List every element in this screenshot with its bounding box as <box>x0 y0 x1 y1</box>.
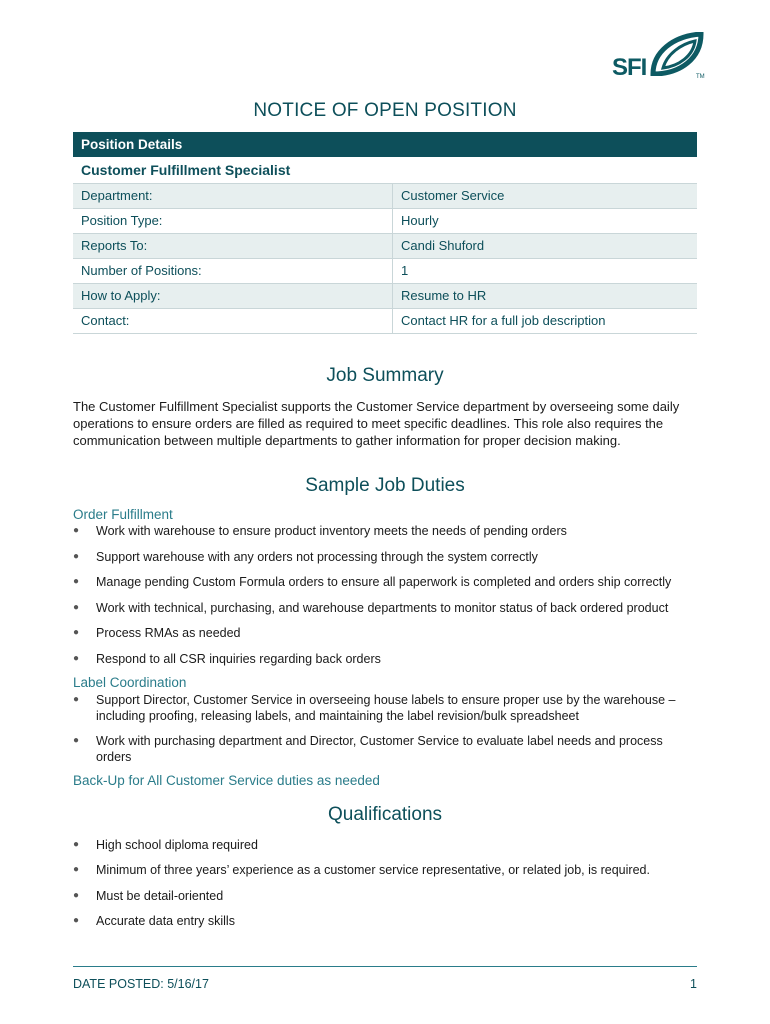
list-item: ● Work with warehouse to ensure product inventory meets the needs of pending orders <box>73 524 567 538</box>
backup-duties: Back-Up for All Customer Service duties as needed <box>73 773 380 788</box>
row-label: How to Apply: <box>73 284 393 308</box>
leaf-icon <box>645 32 705 76</box>
row-value: 1 <box>401 263 409 278</box>
bullet-icon: ● <box>73 915 80 926</box>
position-details-header: Position Details <box>73 132 697 157</box>
bullet-icon: ● <box>73 576 80 587</box>
footer-divider <box>73 966 697 967</box>
table-row <box>73 209 697 234</box>
table-row <box>73 284 697 309</box>
bullet-icon: ● <box>73 525 80 536</box>
list-item: ● Process RMAs as needed <box>73 626 241 640</box>
bullet-icon: ● <box>73 864 80 875</box>
bullet-icon: ● <box>73 551 80 562</box>
list-item: ● Work with purchasing department and Director, Customer Service to evaluate label needs and process orders <box>73 734 663 764</box>
position-details-table <box>73 132 697 334</box>
bullet-icon: ● <box>73 694 80 705</box>
label-coordination-heading: Label Coordination <box>73 675 187 690</box>
bullet-icon: ● <box>73 602 80 613</box>
trademark: TM <box>696 74 705 80</box>
row-value: Hourly <box>401 213 439 228</box>
bullet-icon: ● <box>73 839 80 850</box>
qualifications-heading: Qualifications <box>327 804 443 825</box>
duties-heading: Sample Job Duties <box>305 475 465 496</box>
list-item: ● Manage pending Custom Formula orders to ensure all paperwork is completed and orders ship correctly <box>73 575 672 589</box>
bullet-icon: ● <box>73 890 80 901</box>
table-row <box>73 309 697 334</box>
job-title: Customer Fulfillment Specialist <box>73 157 697 184</box>
sfi-logo <box>612 32 708 84</box>
logo-text: SFI <box>612 54 647 81</box>
bullet-icon: ● <box>73 735 80 746</box>
bullet-icon: ● <box>73 627 80 638</box>
page-number: 1 <box>690 977 697 991</box>
row-value: Customer Service <box>401 188 505 203</box>
list-item: ● Must be detail-oriented <box>73 889 224 903</box>
list-item: ● Respond to all CSR inquiries regarding back orders <box>73 652 381 666</box>
order-fulfillment-heading: Order Fulfillment <box>73 507 173 522</box>
row-value: Candi Shuford <box>401 238 485 253</box>
row-label: Position Type: <box>73 209 393 233</box>
job-summary-text: The Customer Fulfillment Specialist supports the Customer Service department by overseeing some daily operations to ensure orders are filled as required to meet specific deadlines. This role also requires the communication between multiple departments to gather information for proper decision making. <box>73 399 680 448</box>
table-row <box>73 259 697 284</box>
row-label: Contact: <box>73 309 393 333</box>
list-item: ● Minimum of three years’ experience as a customer service representative, or related job, is required. <box>73 863 650 877</box>
list-item: ● Support Director, Customer Service in overseeing house labels to ensure proper use by the warehouse – including proofing, releasing labels, and maintaining the label revision/bulk spreadsheet <box>73 693 676 723</box>
row-label: Department: <box>73 184 393 208</box>
row-value: Resume to HR <box>401 288 487 303</box>
list-item: ● Accurate data entry skills <box>73 914 235 928</box>
bullet-icon: ● <box>73 653 80 664</box>
table-row <box>73 234 697 259</box>
list-item: ● High school diploma required <box>73 838 258 852</box>
job-summary-heading: Job Summary <box>326 365 444 386</box>
row-value: Contact HR for a full job description <box>401 313 606 328</box>
date-posted: DATE POSTED: 5/16/17 <box>73 977 209 991</box>
row-label: Number of Positions: <box>73 259 393 283</box>
table-row <box>73 184 697 209</box>
row-label: Reports To: <box>73 234 393 258</box>
list-item: ● Support warehouse with any orders not processing through the system correctly <box>73 550 538 564</box>
page-title: NOTICE OF OPEN POSITION <box>253 100 517 121</box>
list-item: ● Work with technical, purchasing, and warehouse departments to monitor status of back ordered product <box>73 601 669 615</box>
